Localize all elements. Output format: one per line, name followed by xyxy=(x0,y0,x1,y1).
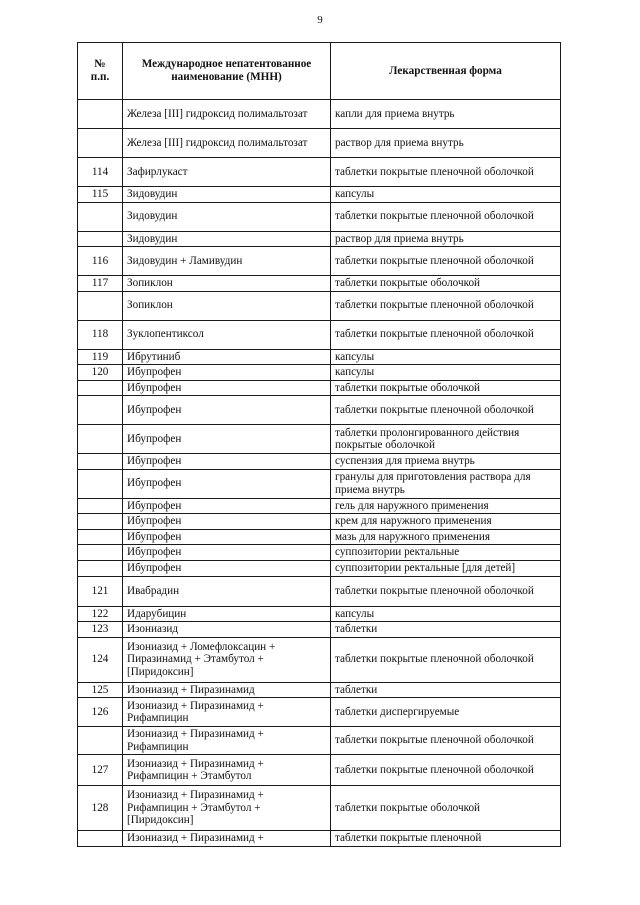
table-row xyxy=(78,320,561,349)
row-dosage-form: капсулы xyxy=(331,187,561,203)
row-number: 115 xyxy=(78,187,123,203)
row-number xyxy=(78,727,123,755)
row-number: 116 xyxy=(78,247,123,276)
row-inn: Изониазид + Пиразинамид + Рифампицин + Этамбутол + [Пиридоксин] xyxy=(123,786,331,831)
row-dosage-form: таблетки покрытые пленочной оболочкой xyxy=(331,291,561,320)
table-row xyxy=(78,786,561,831)
table-row xyxy=(78,560,561,576)
row-inn: Ибупрофен xyxy=(123,498,331,514)
row-dosage-form: капсулы xyxy=(331,349,561,365)
row-dosage-form: крем для наружного применения xyxy=(331,514,561,530)
row-inn: Изониазид + Пиразинамид xyxy=(123,682,331,698)
row-inn: Зопиклон xyxy=(123,291,331,320)
table-row xyxy=(78,637,561,682)
row-dosage-form: капли для приема внутрь xyxy=(331,100,561,129)
row-inn: Ибупрофен xyxy=(123,545,331,561)
table-header-row xyxy=(78,43,561,100)
row-number: 128 xyxy=(78,786,123,831)
row-dosage-form: таблетки покрытые пленочной оболочкой xyxy=(331,396,561,425)
row-inn: Изониазид + Пиразинамид + xyxy=(123,831,331,847)
row-number xyxy=(78,831,123,847)
row-dosage-form: таблетки покрытые пленочной оболочкой xyxy=(331,158,561,187)
table-row xyxy=(78,396,561,425)
table-row xyxy=(78,129,561,158)
table-row xyxy=(78,727,561,755)
row-dosage-form: мазь для наружного применения xyxy=(331,529,561,545)
row-number xyxy=(78,514,123,530)
header-form-text: Лекарственная форма xyxy=(389,64,502,77)
row-number xyxy=(78,231,123,247)
table-row xyxy=(78,276,561,292)
table-row xyxy=(78,682,561,698)
row-inn: Ибупрофен xyxy=(123,365,331,381)
row-number xyxy=(78,129,123,158)
row-number: 120 xyxy=(78,365,123,381)
row-inn: Изониазид + Пиразинамид + Рифампицин + Этамбутол xyxy=(123,755,331,786)
row-inn: Изониазид + Пиразинамид + Рифампицин xyxy=(123,727,331,755)
row-number: 123 xyxy=(78,622,123,638)
header-inn xyxy=(123,43,331,100)
row-inn: Зопиклон xyxy=(123,276,331,292)
row-dosage-form: раствор для приема внутрь xyxy=(331,129,561,158)
row-inn: Изониазид + Ломефлоксацин + Пиразинамид + Этамбутол + [Пиридоксин] xyxy=(123,637,331,682)
table-row xyxy=(78,425,561,454)
row-number: 127 xyxy=(78,755,123,786)
row-inn: Зуклопентиксол xyxy=(123,320,331,349)
row-number xyxy=(78,291,123,320)
table-row xyxy=(78,529,561,545)
table-row xyxy=(78,187,561,203)
table-row xyxy=(78,545,561,561)
row-inn: Зафирлукаст xyxy=(123,158,331,187)
table-row xyxy=(78,291,561,320)
row-number: 119 xyxy=(78,349,123,365)
row-inn: Ибупрофен xyxy=(123,425,331,454)
row-dosage-form: таблетки покрытые оболочкой xyxy=(331,276,561,292)
row-number: 121 xyxy=(78,576,123,606)
header-dosage-form xyxy=(331,43,561,100)
row-dosage-form: таблетки покрытые пленочной оболочкой xyxy=(331,202,561,231)
table-row xyxy=(78,365,561,381)
table-row xyxy=(78,469,561,498)
table-row xyxy=(78,158,561,187)
header-inn-text: Международное непатентованное наименование (МНН) xyxy=(141,58,312,83)
row-number xyxy=(78,202,123,231)
table-row xyxy=(78,831,561,847)
row-inn: Зидовудин + Ламивудин xyxy=(123,247,331,276)
row-number xyxy=(78,454,123,470)
table-row xyxy=(78,755,561,786)
header-number xyxy=(78,43,123,100)
row-inn: Ивабрадин xyxy=(123,576,331,606)
row-dosage-form: гель для наружного применения xyxy=(331,498,561,514)
row-dosage-form: таблетки покрытые пленочной оболочкой xyxy=(331,320,561,349)
table-row xyxy=(78,231,561,247)
row-dosage-form: таблетки xyxy=(331,682,561,698)
table-row xyxy=(78,454,561,470)
table-row xyxy=(78,622,561,638)
table-row xyxy=(78,349,561,365)
row-dosage-form: таблетки покрытые пленочной xyxy=(331,831,561,847)
row-dosage-form: раствор для приема внутрь xyxy=(331,231,561,247)
row-inn: Ибрутиниб xyxy=(123,349,331,365)
row-number xyxy=(78,560,123,576)
table-row xyxy=(78,100,561,129)
row-dosage-form: таблетки диспергируемые xyxy=(331,698,561,727)
table-row xyxy=(78,606,561,622)
row-dosage-form: таблетки покрытые оболочкой xyxy=(331,380,561,396)
drug-table xyxy=(77,42,561,847)
row-dosage-form: суспензия для приема внутрь xyxy=(331,454,561,470)
row-number: 126 xyxy=(78,698,123,727)
row-inn: Ибупрофен xyxy=(123,396,331,425)
row-inn: Железа [III] гидроксид полимальтозат xyxy=(123,100,331,129)
row-inn: Ибупрофен xyxy=(123,529,331,545)
row-inn: Железа [III] гидроксид полимальтозат xyxy=(123,129,331,158)
table-row xyxy=(78,576,561,606)
header-number-text: № п.п. xyxy=(90,58,110,83)
row-number xyxy=(78,545,123,561)
row-number xyxy=(78,529,123,545)
row-number: 114 xyxy=(78,158,123,187)
row-dosage-form: суппозитории ректальные [для детей] xyxy=(331,560,561,576)
row-dosage-form: гранулы для приготовления раствора для приема внутрь xyxy=(331,469,561,498)
row-dosage-form: суппозитории ректальные xyxy=(331,545,561,561)
row-number: 122 xyxy=(78,606,123,622)
table-body xyxy=(78,100,561,847)
table-row xyxy=(78,380,561,396)
row-dosage-form: таблетки xyxy=(331,622,561,638)
row-number xyxy=(78,380,123,396)
row-inn: Ибупрофен xyxy=(123,560,331,576)
row-dosage-form: таблетки покрытые пленочной оболочкой xyxy=(331,247,561,276)
row-number xyxy=(78,498,123,514)
row-inn: Изониазид + Пиразинамид + Рифампицин xyxy=(123,698,331,727)
row-dosage-form: капсулы xyxy=(331,365,561,381)
row-number: 118 xyxy=(78,320,123,349)
row-dosage-form: таблетки покрытые пленочной оболочкой xyxy=(331,637,561,682)
table-row xyxy=(78,247,561,276)
row-inn: Ибупрофен xyxy=(123,380,331,396)
row-inn: Зидовудин xyxy=(123,231,331,247)
row-inn: Ибупрофен xyxy=(123,454,331,470)
row-number: 117 xyxy=(78,276,123,292)
row-inn: Идарубицин xyxy=(123,606,331,622)
table-row xyxy=(78,498,561,514)
row-dosage-form: капсулы xyxy=(331,606,561,622)
row-inn: Ибупрофен xyxy=(123,469,331,498)
row-inn: Ибупрофен xyxy=(123,514,331,530)
row-number xyxy=(78,425,123,454)
row-inn: Зидовудин xyxy=(123,187,331,203)
row-number: 125 xyxy=(78,682,123,698)
row-number: 124 xyxy=(78,637,123,682)
table-row xyxy=(78,514,561,530)
table-row xyxy=(78,202,561,231)
row-dosage-form: таблетки пролонгированного действия покрытые оболочкой xyxy=(331,425,561,454)
row-dosage-form: таблетки покрытые пленочной оболочкой xyxy=(331,727,561,755)
page-number: 9 xyxy=(317,14,323,26)
row-dosage-form: таблетки покрытые оболочкой xyxy=(331,786,561,831)
row-number xyxy=(78,396,123,425)
row-dosage-form: таблетки покрытые пленочной оболочкой xyxy=(331,576,561,606)
row-inn: Изониазид xyxy=(123,622,331,638)
row-number xyxy=(78,100,123,129)
row-number xyxy=(78,469,123,498)
row-dosage-form: таблетки покрытые пленочной оболочкой xyxy=(331,755,561,786)
table-row xyxy=(78,698,561,727)
row-inn: Зидовудин xyxy=(123,202,331,231)
